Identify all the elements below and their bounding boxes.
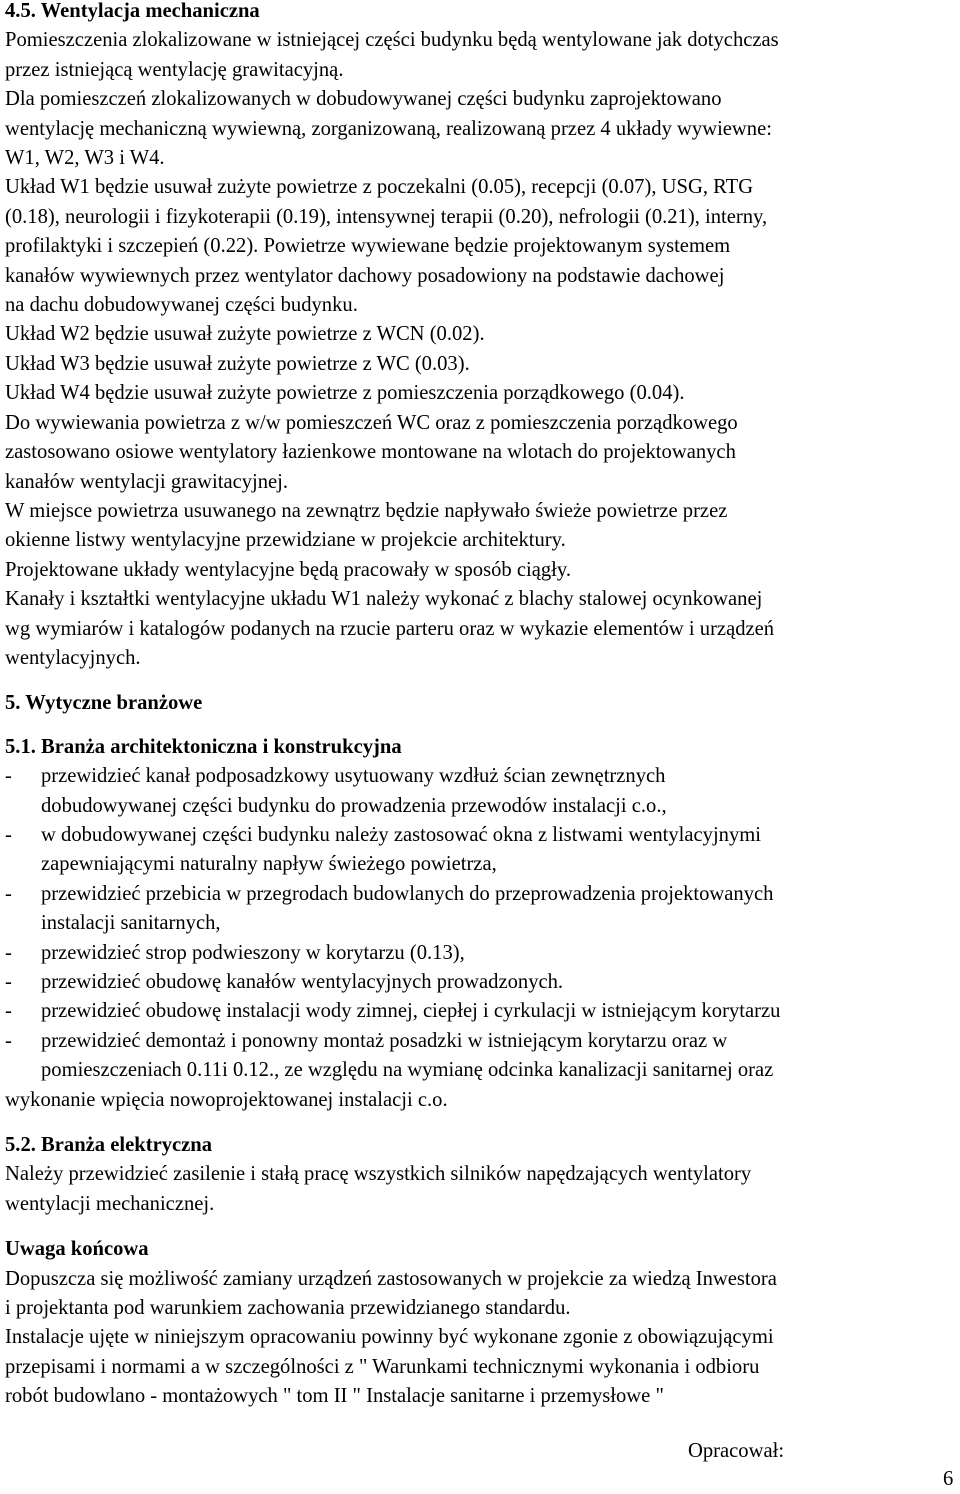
list-dash: - bbox=[5, 823, 12, 846]
list-item bbox=[5, 997, 957, 1026]
paragraph-line: wykonanie wpięcia nowoprojektowanej instalacji c.o. bbox=[5, 1088, 448, 1111]
paragraph-line: i projektanta pod warunkiem zachowania przewidzianego standardu. bbox=[5, 1297, 571, 1320]
spacer bbox=[5, 1115, 957, 1131]
paragraph-line: Do wywiewania powietrza z w/w pomieszczeń WC oraz z pomieszczenia porządkowego bbox=[5, 411, 738, 434]
paragraph-line: kanałów wentylacji grawitacyjnej. bbox=[5, 470, 289, 493]
paragraph-line: Pomieszczenia zlokalizowane w istniejącej części budynku będą wentylowane jak dotychczas bbox=[5, 29, 779, 52]
paragraph-line: (0.18), neurologii i fizykoterapii (0.19), intensywnej terapii (0.20), nefrologii (0.21), interny, bbox=[5, 205, 768, 228]
list-item-continuation: dobudowywanej części budynku do prowadzenia przewodów instalacji c.o., bbox=[41, 794, 667, 817]
paragraph-line: wg wymiarów i katalogów podanych na rzucie parteru oraz w wykazie elementów i urządzeń bbox=[5, 617, 775, 640]
paragraph-line: Układ W1 będzie usuwał zużyte powietrze z poczekalni (0.05), recepcji (0.07), USG, RTG bbox=[5, 176, 754, 199]
list-item-text: przewidzieć demontaż i ponowny montaż posadzki w istniejącym korytarzu oraz w bbox=[41, 1029, 728, 1052]
list-item bbox=[5, 968, 957, 997]
list-item bbox=[5, 939, 957, 968]
document-page bbox=[5, 0, 957, 1412]
prepared-by-label: Opracował: bbox=[688, 1440, 785, 1462]
final-note-heading: Uwaga końcowa bbox=[5, 1238, 149, 1261]
paragraph-line: Należy przewidzieć zasilenie i stałą pracę wszystkich silników napędzających wentylatory bbox=[5, 1163, 752, 1186]
list-item-text: przewidzieć strop podwieszony w korytarzu (0.13), bbox=[41, 941, 465, 964]
paragraph-line: profilaktyki i szczepień (0.22). Powietrze wywiewane będzie projektowanym systemem bbox=[5, 235, 731, 258]
list-dash: - bbox=[5, 1029, 12, 1052]
paragraph-line: Układ W3 będzie usuwał zużyte powietrze z WC (0.03). bbox=[5, 352, 470, 375]
spacer bbox=[5, 1219, 957, 1235]
list-dash: - bbox=[5, 765, 12, 788]
list-dash: - bbox=[5, 971, 12, 993]
paragraph-line: przepisami i normami a w szczególności z " Warunkami technicznymi wykonania i odbioru bbox=[5, 1355, 760, 1378]
paragraph-line: Dla pomieszczeń zlokalizowanych w dobudowywanej części budynku zaprojektowano bbox=[5, 88, 722, 111]
paragraph-line: W1, W2, W3 i W4. bbox=[5, 147, 165, 170]
section-heading-5-2: 5.2. Branża elektryczna bbox=[5, 1134, 213, 1157]
list-item-text: przewidzieć obudowę kanałów wentylacyjnych prowadzonych. bbox=[41, 971, 564, 993]
spacer bbox=[5, 719, 957, 733]
list-item bbox=[5, 821, 957, 850]
list-dash: - bbox=[5, 882, 12, 905]
paragraph-line: wentylacyjnych. bbox=[5, 646, 141, 669]
paragraph-line: Układ W4 będzie usuwał zużyte powietrze z pomieszczenia porządkowego (0.04). bbox=[5, 382, 685, 405]
paragraph-line: Instalacje ujęte w niniejszym opracowaniu powinny być wykonane zgonie z obowiązującymi bbox=[5, 1326, 774, 1349]
list-item bbox=[5, 1027, 957, 1056]
paragraph-line: Dopuszcza się możliwość zamiany urządzeń zastosowanych w projekcie za wiedzą Inwestora bbox=[5, 1267, 777, 1290]
list-item-text: przewidzieć kanał podposadzkowy usytuowany wzdłuż ścian zewnętrznych bbox=[41, 765, 666, 788]
paragraph-line: Projektowane układy wentylacyjne będą pracowały w sposób ciągły. bbox=[5, 558, 571, 581]
paragraph-line: okienne listwy wentylacyjne przewidziane w projekcie architektury. bbox=[5, 529, 566, 552]
paragraph-line: robót budowlano - montażowych " tom II " Instalacje sanitarne i przemysłowe " bbox=[5, 1385, 664, 1408]
section-heading-5-1: 5.1. Branża architektoniczna i konstrukcyjna bbox=[5, 735, 402, 758]
list-item-text: w dobudowywanej części budynku należy zastosować okna z listwami wentylacyjnymi bbox=[41, 823, 762, 846]
paragraph-line: wentylacji mechanicznej. bbox=[5, 1192, 215, 1215]
paragraph-line: Kanały i kształtki wentylacyjne układu W1 należy wykonać z blachy stalowej ocynkowanej bbox=[5, 588, 763, 611]
page-number: 6 bbox=[943, 1468, 954, 1490]
paragraph-line: na dachu dobudowywanej części budynku. bbox=[5, 294, 358, 317]
paragraph-line: kanałów wywiewnych przez wentylator dachowy posadowiony na podstawie dachowej bbox=[5, 264, 725, 287]
list-dash: - bbox=[5, 1000, 12, 1023]
list-item bbox=[5, 880, 957, 909]
paragraph-line: W miejsce powietrza usuwanego na zewnątrz będzie napływało świeże powietrze przez bbox=[5, 499, 728, 522]
list-item-text: przewidzieć przebicia w przegrodach budowlanych do przeprowadzenia projektowanych bbox=[41, 882, 774, 905]
spacer bbox=[5, 673, 957, 689]
paragraph-line: Układ W2 będzie usuwał zużyte powietrze z WCN (0.02). bbox=[5, 323, 485, 346]
paragraph-line: zastosowano osiowe wentylatory łazienkowe montowane na wlotach do projektowanych bbox=[5, 441, 736, 464]
list-item-continuation: zapewniającymi naturalny napływ świeżego powietrza, bbox=[41, 853, 497, 876]
list-item bbox=[5, 762, 957, 791]
paragraph-line: przez istniejącą wentylację grawitacyjną. bbox=[5, 58, 344, 81]
list-item-continuation: pomieszczeniach 0.11i 0.12., ze względu na wymianę odcinka kanalizacji sanitarnej oraz bbox=[41, 1059, 774, 1082]
list-item-text: przewidzieć obudowę instalacji wody zimnej, ciepłej i cyrkulacji w istniejącym korytarzu bbox=[41, 1000, 781, 1023]
list-dash: - bbox=[5, 941, 12, 964]
paragraph-line: wentylację mechaniczną wywiewną, zorganizowaną, realizowaną przez 4 układy wywiewne: bbox=[5, 117, 772, 140]
section-heading-4-5: 4.5. Wentylacja mechaniczna bbox=[5, 0, 260, 22]
list-item-continuation: instalacji sanitarnych, bbox=[41, 912, 221, 935]
section-heading-5: 5. Wytyczne branżowe bbox=[5, 692, 203, 715]
